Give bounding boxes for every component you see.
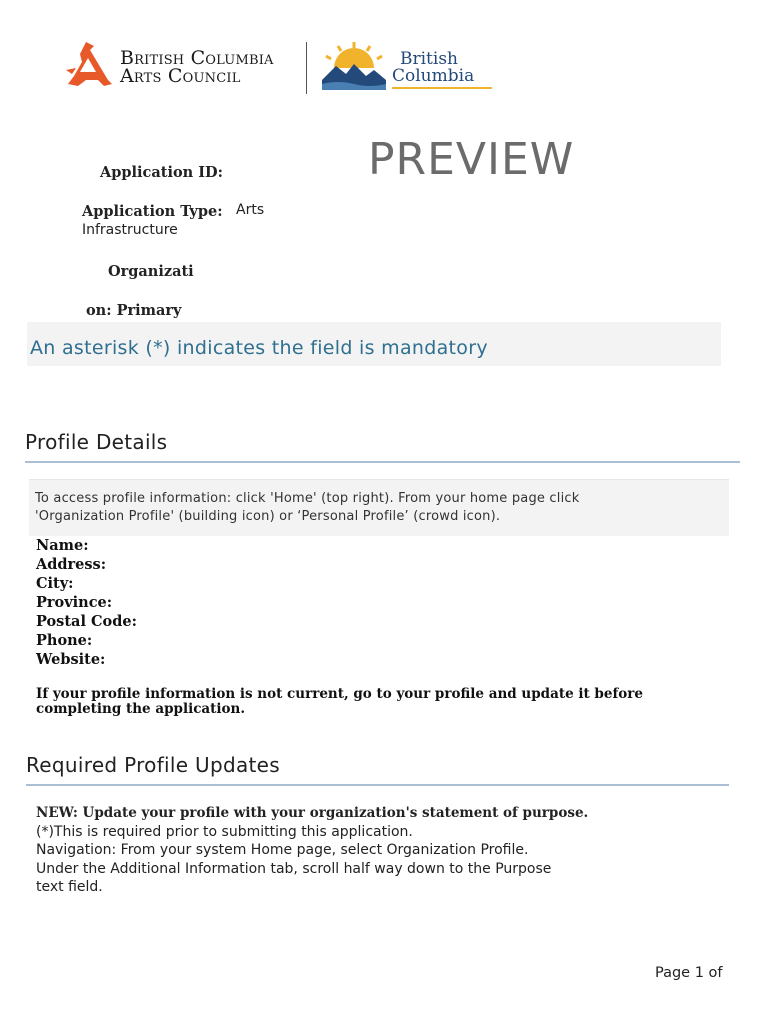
profile-warning [36, 687, 643, 717]
application-id-label: Application ID: [100, 164, 223, 181]
profile-info-panel [29, 479, 729, 536]
required-updates-line2: Navigation: From your system Home page, select Organization Profile. [36, 842, 529, 858]
application-type-value-1: Arts [236, 202, 265, 218]
profile-field-phone: Phone: [36, 632, 93, 649]
profile-info-line1: To access profile information: click 'Home' (top right). From your home page click [35, 491, 580, 506]
profile-details-heading: Profile Details [25, 430, 168, 454]
profile-details-rule [25, 461, 740, 463]
application-type-label: Application Type: [82, 203, 223, 220]
organization-label-line1: Organizati [108, 263, 194, 280]
arts-council-emblem-icon [64, 40, 114, 88]
profile-field-postal-code: Postal Code: [36, 613, 137, 630]
bc-gold-underline [392, 87, 492, 89]
preview-watermark: PREVIEW [368, 134, 575, 185]
mandatory-notice-text: An asterisk (*) indicates the field is mandatory [30, 337, 488, 359]
required-updates-new-line: NEW: Update your profile with your organization's statement of purpose. [36, 805, 589, 821]
required-updates-body [36, 804, 588, 897]
profile-field-province: Province: [36, 594, 113, 611]
profile-field-name: Name: [36, 537, 89, 554]
arts-council-name-line2: Arts Council [120, 65, 241, 87]
profile-field-address: Address: [36, 556, 107, 573]
required-updates-line1: (*)This is required prior to submitting this application. [36, 823, 413, 840]
profile-warning-line1: If your profile information is not current, go to your profile and update it before [36, 686, 643, 702]
bc-sun-mountain-icon [320, 40, 388, 90]
profile-field-list [36, 536, 137, 669]
profile-warning-line2: completing the application. [36, 701, 246, 717]
required-updates-heading: Required Profile Updates [26, 753, 280, 777]
arts-council-logo [64, 40, 294, 90]
bc-government-logo [320, 40, 500, 92]
application-type-value-2: Infrastructure [82, 222, 178, 238]
organization-label-line2: on: Primary [86, 302, 182, 319]
profile-info-line2: 'Organization Profile' (building icon) or ‘Personal Profile’ (crowd icon). [35, 509, 501, 524]
logo-divider [306, 42, 307, 94]
profile-field-city: City: [36, 575, 74, 592]
bc-name-line1: British [400, 49, 458, 69]
required-updates-rule [26, 784, 729, 786]
profile-field-website: Website: [36, 651, 106, 668]
bc-name-line2: Columbia [392, 66, 475, 86]
mandatory-notice-banner [27, 322, 721, 366]
required-updates-line3: Under the Additional Information tab, scroll half way down to the Purpose [36, 860, 552, 877]
required-updates-line4: text field. [36, 879, 103, 895]
arts-council-name-line1: British Columbia [120, 47, 274, 69]
page-number: Page 1 of [655, 965, 723, 981]
